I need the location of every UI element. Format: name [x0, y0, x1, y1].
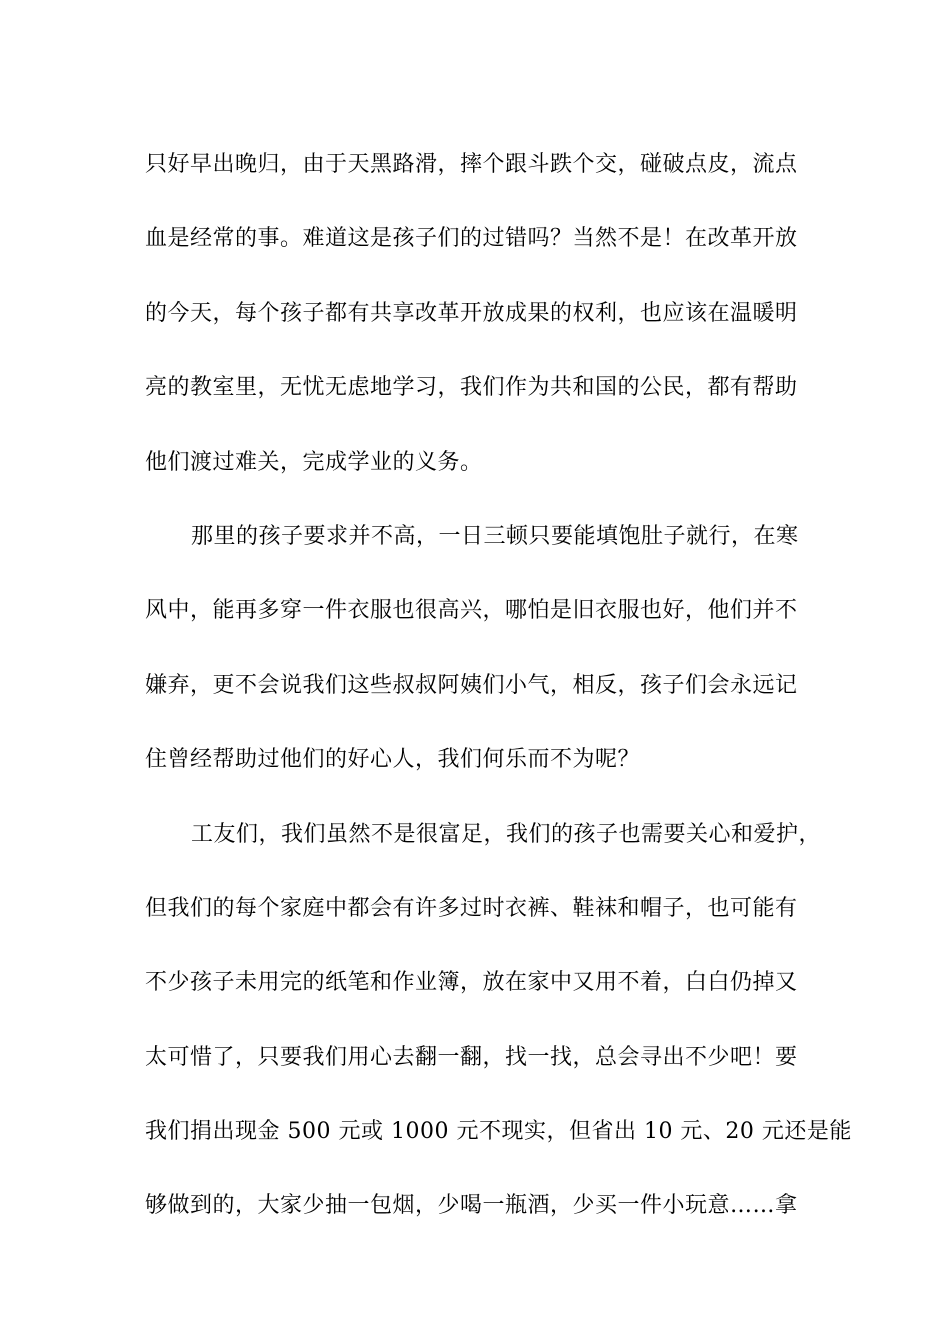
body-text	[145, 128, 852, 1244]
text-line: 风中，能再多穿一件衣服也很高兴，哪怕是旧衣服也好，他们并不	[145, 598, 798, 624]
text-line: 但我们的每个家庭中都会有许多过时衣裤、鞋袜和帽子，也可能有	[145, 895, 798, 921]
text-line: 嫌弃，更不会说我们这些叔叔阿姨们小气，相反，孩子们会永远记	[145, 672, 798, 698]
text-line: 够做到的，大家少抽一包烟，少喝一瓶酒，少买一件小玩意……拿	[145, 1193, 798, 1219]
paragraph-first-line: 工友们，我们虽然不是很富足，我们的孩子也需要关心和爱护，	[191, 821, 822, 847]
text-line: 的今天，每个孩子都有共享改革开放成果的权利，也应该在温暖明	[145, 300, 798, 326]
text-line: 不少孩子未用完的纸笔和作业簿，放在家中又用不着，白白仍掉又	[145, 970, 798, 996]
text-line: 亮的教室里，无忧无虑地学习，我们作为共和国的公民，都有帮助	[145, 375, 798, 401]
paragraph-first-line: 那里的孩子要求并不高，一日三顿只要能填饱肚子就行，在寒	[191, 523, 799, 549]
text-line: 只好早出晚归，由于天黑路滑，摔个跟斗跌个交，碰破点皮，流点	[145, 152, 798, 177]
text-line: 血是经常的事。难道这是孩子们的过错吗？当然不是！在改革开放	[145, 226, 798, 252]
text-line: 住曾经帮助过他们的好心人，我们何乐而不为呢？	[145, 747, 641, 773]
text-line: 我们捐出现金 500 元或 1000 元不现实，但省出 10 元、20 元还是能	[145, 1119, 852, 1145]
text-line: 他们渡过难关，完成学业的义务。	[145, 449, 483, 475]
text-line: 太可惜了，只要我们用心去翻一翻，找一找，总会寻出不少吧！要	[145, 1044, 798, 1070]
